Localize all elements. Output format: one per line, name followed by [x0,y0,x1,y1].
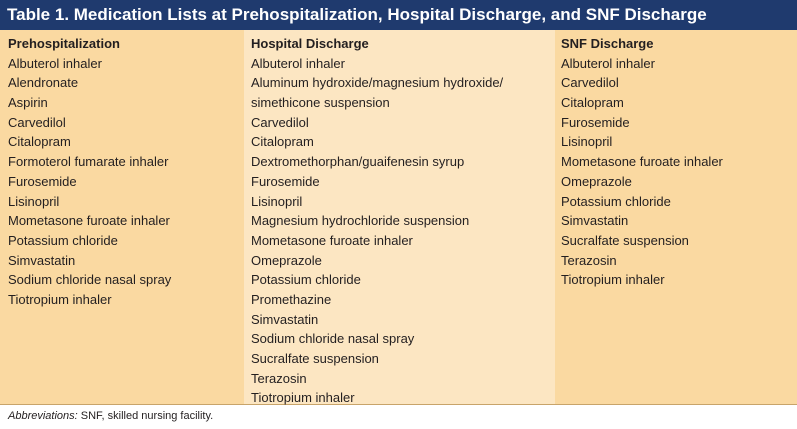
table-cell: Carvedilol [251,114,309,130]
table-cell: Potassium chloride [251,272,361,288]
table-cell: Simvastatin [251,311,319,327]
table-cell: Aluminum hydroxide/magnesium hydroxide/ [251,75,504,91]
table-cell: Lisinopril [561,134,613,150]
table-cell: Tiotropium inhaler [8,291,112,307]
table-cell: Furosemide [251,173,320,189]
table-cell: Simvastatin [8,252,76,268]
column-header: Prehospitalization [8,36,120,51]
table-cell: Sodium chloride nasal spray [8,272,172,288]
table-cell: Citalopram [8,134,71,150]
table-cell: Promethazine [251,291,332,307]
table-cell: Tiotropium inhaler [251,390,355,406]
table-cell: Lisinopril [251,193,303,209]
table-cell: Magnesium hydrochloride suspension [251,213,470,229]
table-cell: Carvedilol [561,75,619,91]
table-cell: Formoterol fumarate inhaler [8,154,169,170]
column-hospital-discharge [244,30,555,404]
table-cell: Aspirin [8,95,48,111]
column-prehospitalization [0,30,244,404]
table-cell: simethicone suspension [251,95,390,111]
table-cell: Mometasone furoate inhaler [251,232,413,248]
table-cell: Mometasone furoate inhaler [561,154,723,170]
table-cell: Sucralfate suspension [561,232,689,248]
table-cell: Terazosin [251,370,307,386]
table-cell: Potassium chloride [8,232,118,248]
table-cell: Furosemide [561,114,630,130]
footnote-label: Abbreviations: [8,410,78,422]
table-cell: Carvedilol [8,114,66,130]
footnote-text: SNF, skilled nursing facility. [77,410,214,422]
table-title: Table 1. Medication Lists at Prehospitalization, Hospital Discharge, and SNF Discharge [0,0,797,30]
table-cell: Albuterol inhaler [561,55,655,71]
table-cell: Omeprazole [561,173,632,189]
table-cell: Potassium chloride [561,193,671,209]
table-cell: Dextromethorphan/guaifenesin syrup [251,154,465,170]
table-body [0,30,797,405]
footnote [8,405,213,429]
table-cell: Albuterol inhaler [251,55,345,71]
table-cell: Furosemide [8,173,77,189]
table-cell: Tiotropium inhaler [561,272,665,288]
table-cell: Terazosin [561,252,617,268]
table-cell: Sucralfate suspension [251,351,379,366]
table-cell: Citalopram [251,134,314,150]
table-cell: Omeprazole [251,252,322,268]
column-header: SNF Discharge [561,36,654,51]
table-cell: Albuterol inhaler [8,55,102,71]
table-cell: Lisinopril [8,193,60,209]
table-cell: Simvastatin [561,213,629,229]
table-cell: Sodium chloride nasal spray [251,331,415,347]
table-cell: Citalopram [561,95,624,111]
table-cell: Mometasone furoate inhaler [8,213,170,229]
column-snf-discharge [555,30,797,404]
table-cell: Alendronate [8,75,79,91]
column-header: Hospital Discharge [251,36,369,51]
